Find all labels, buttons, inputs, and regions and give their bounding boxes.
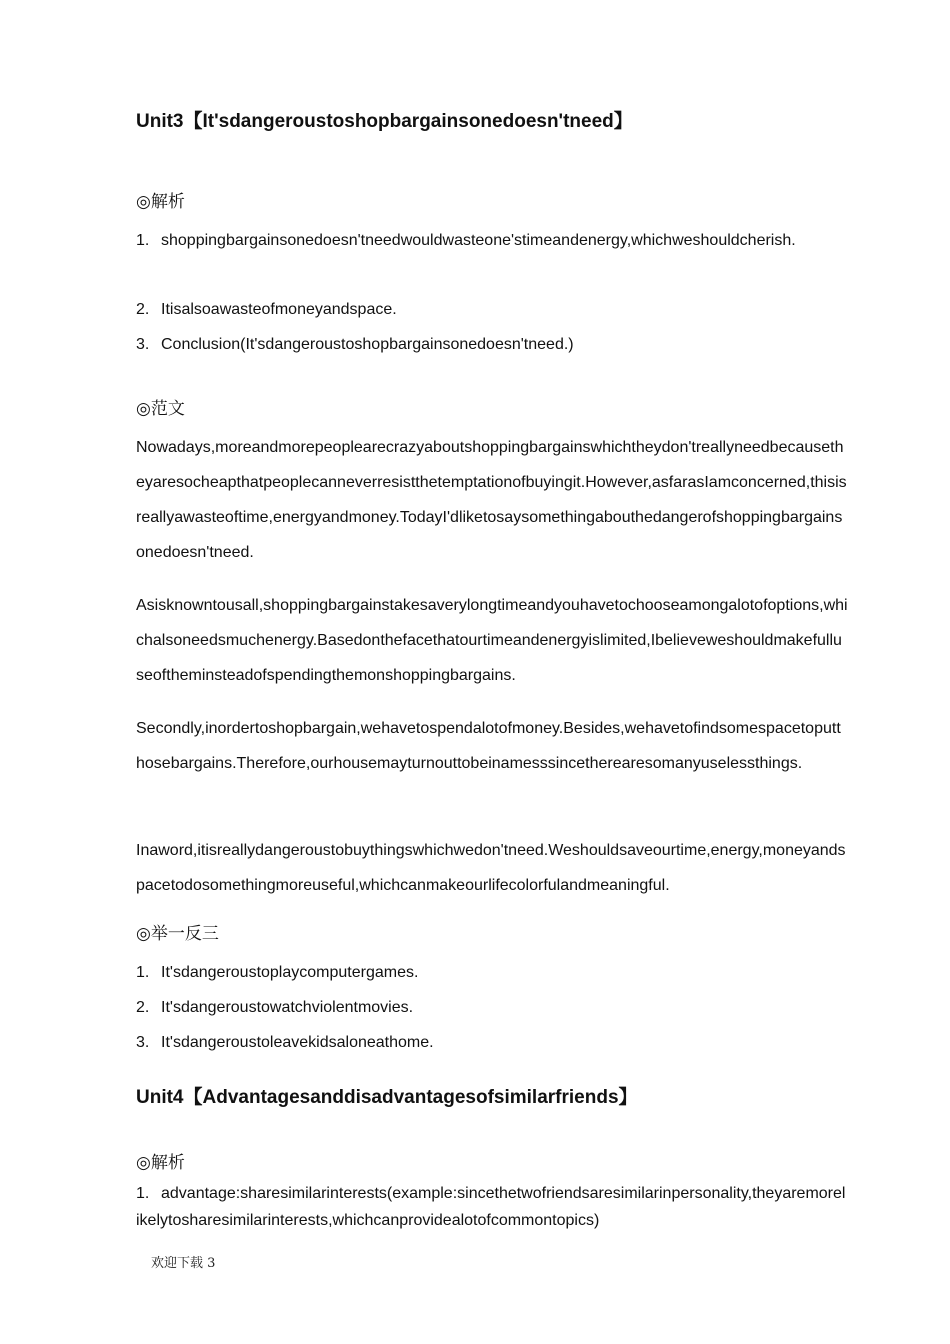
page-footer: 欢迎下载 3 [151, 1256, 216, 1271]
unit3-analysis-item-1 [136, 223, 848, 258]
unit3-model-label: ◎范文 [136, 399, 185, 419]
model-paragraph-2: Asisknowntousall,shoppingbargainstakesaverylongtimeandyouhavetochooseamongalotofoptions,whichalsoneedsmuchenergy.Basedonthefacethatourtimeandenergyislimited,Ibelieveweshouldmakefulluseoftheminsteadofspendingthemonshoppingbargains. [136, 597, 848, 684]
list-text: It'sdangeroustowatchviolentmovies. [161, 999, 414, 1016]
unit3-heading: Unit3【It'sdangeroustoshopbargainsonedoesn'tneed】 [136, 111, 633, 132]
unit3-extension-label: ◎举一反三 [136, 924, 219, 944]
list-text: shoppingbargainsonedoesn'tneedwouldwasteone'stimeandenergy,whichweshouldcherish. [161, 232, 796, 249]
model-paragraph-4: Inaword,itisreallydangeroustobuythingswhichwedon'tneed.Weshouldsaveourtime,energy,moneyandspacetodosomethingmoreuseful,whichcanmakeourlifecolorfulandmeaningful. [136, 842, 846, 894]
list-number: 3. [136, 1034, 150, 1051]
unit3-extension-item-2 [136, 990, 848, 1025]
unit3-analysis-label: ◎解析 [136, 192, 185, 212]
model-paragraph-3: Secondly,inordertoshopbargain,wehavetospendalotofmoney.Besides,wehavetofindsomespacetoputthosebargains.Therefore,ourhousemayturnouttobeinamesssincetherearesomanyuselessthings. [136, 720, 841, 772]
list-number: 3. [136, 336, 150, 353]
unit4-heading: Unit4【Advantagesanddisadvantagesofsimilarfriends】 [136, 1087, 638, 1108]
list-text: It'sdangeroustoplaycomputergames. [161, 964, 419, 981]
model-paragraph-1: Nowadays,moreandmorepeoplearecrazyaboutshoppingbargainswhichtheydon'treallyneedbecausetheyaresocheapthatpeoplecanneverresistthetemptationofbuyingit.However,asfarasIamconcerned,thisisreallyawasteoftime,energyandmoney.TodayI'dliketosaysomethingabouthedangerofshoppingbargainsonedoesn'tneed. [136, 439, 847, 561]
unit3-analysis-item-3 [136, 327, 848, 362]
unit4-analysis-item-1 [136, 1180, 848, 1234]
list-number: 1. [136, 964, 150, 981]
unit3-extension-item-3 [136, 1025, 848, 1060]
list-number: 1. [136, 1185, 150, 1202]
list-number: 2. [136, 999, 150, 1016]
list-text: It'sdangeroustoleavekidsaloneathome. [161, 1034, 434, 1051]
unit3-extension-item-1 [136, 955, 848, 990]
list-text: advantage:sharesimilarinterests(example:sincethetwofriendsaresimilarinpersonality,theyaremorelikelytosharesimilarinterests,whichcanprovidealotofcommontopics) [136, 1185, 846, 1229]
list-number: 1. [136, 232, 150, 249]
list-number: 2. [136, 301, 150, 318]
list-text: Itisalsoawasteofmoneyandspace. [161, 301, 397, 318]
unit3-analysis-item-2 [136, 292, 848, 327]
unit4-analysis-label: ◎解析 [136, 1153, 185, 1173]
list-text: Conclusion(It'sdangeroustoshopbargainsonedoesn'tneed.) [161, 336, 574, 353]
